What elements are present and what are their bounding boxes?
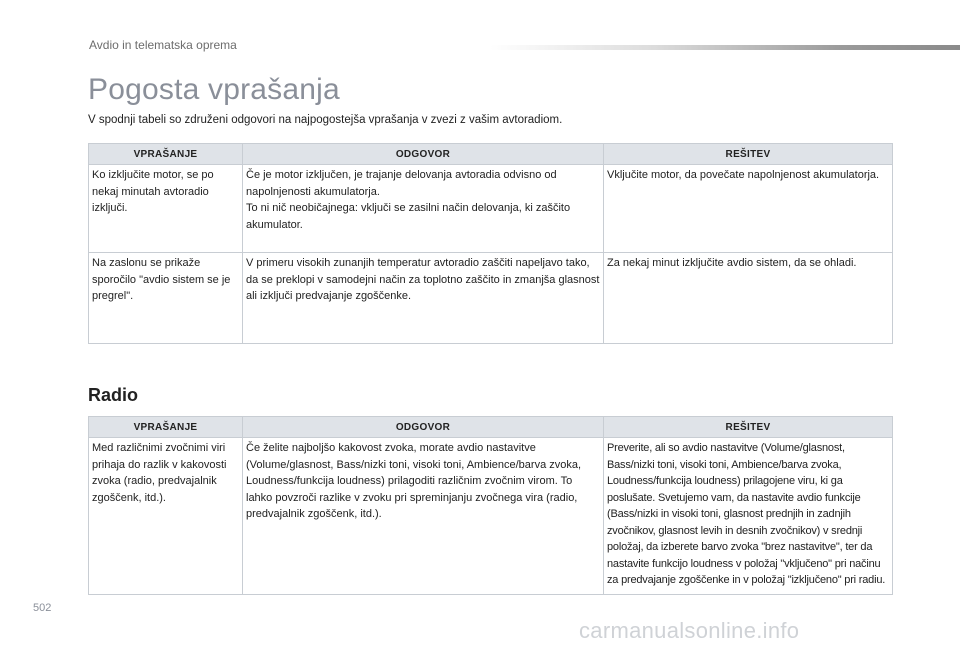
- answer-cell: V primeru visokih zunanjih temperatur avtoradio zaščiti napeljavo tako, da se preklopi v samodejni način za toplotno zaščito in zmanjša glasnost ali izključi predvajanje zgoščenke.: [243, 253, 604, 344]
- solution-cell: Preverite, ali so avdio nastavitve (Volume/glasnost, Bass/nizki toni, visoki toni, Ambience/barva zvoka, Loudness/funkcija loudness) prilagojene viru, ki ga poslušate. Svetujemo vam, da nastavite avdio funkcije (Bass/nizki in visoki toni, glasnost prednjih in zadnjih zvočnikov, glasnost levih in desnih zvočnikov) v srednji položaj, da izberete barvo zvoka "brez nastavitve", ter da nastavite funkcijo loudness v položaj "vključeno" pri načinu za predvajanje zgoščenke in v položaj "izključeno" pri radiu.: [604, 438, 893, 595]
- page-title: Pogosta vprašanja: [88, 73, 340, 106]
- intro-text: V spodnji tabeli so združeni odgovori na najpogostejša vprašanja v zvezi z vašim avtoradiom.: [88, 114, 563, 126]
- table-row: [89, 165, 893, 253]
- question-cell: Med različnimi zvočnimi viri prihaja do razlik v kakovosti zvoka (radio, predvajalnik zgoščenk, itd.).: [89, 438, 243, 595]
- answer-cell: Če je motor izključen, je trajanje delovanja avtoradia odvisno od napolnjenosti akumulatorja. To ni nič neobičajnega: vključi se zasilni način delovanja, ki zaščito akumulator.: [243, 165, 604, 253]
- answer-cell: Če želite najboljšo kakovost zvoka, morate avdio nastavitve (Volume/glasnost, Bass/nizki toni, visoki toni, Ambience/barva zvoka, Loudness/funkcija loudness) prilagoditi različnim zvočnim virom. To lahko povzroči razlike v zvoku pri spreminjanju zvočnega vira (radio, predvajalnik zgoščenk, itd.).: [243, 438, 604, 595]
- solution-cell: Vključite motor, da povečate napolnjenost akumulatorja.: [604, 165, 893, 253]
- solution-cell: Za nekaj minut izključite avdio sistem, da se ohladi.: [604, 253, 893, 344]
- table-header-row: [89, 417, 893, 438]
- column-header-solution: REŠITEV: [604, 417, 893, 438]
- question-cell: Na zaslonu se prikaže sporočilo "avdio sistem se je pregrel".: [89, 253, 243, 344]
- radio-faq-table: [88, 416, 893, 595]
- header-divider: [490, 45, 960, 50]
- column-header-answer: ODGOVOR: [243, 417, 604, 438]
- column-header-question: VPRAŠANJE: [89, 144, 243, 165]
- table-row: [89, 253, 893, 344]
- table-row: [89, 438, 893, 595]
- radio-section-title: Radio: [88, 385, 139, 405]
- watermark: carmanualsonline.info: [579, 618, 800, 643]
- column-header-question: VPRAŠANJE: [89, 417, 243, 438]
- column-header-solution: REŠITEV: [604, 144, 893, 165]
- column-header-answer: ODGOVOR: [243, 144, 604, 165]
- question-cell: Ko izključite motor, se po nekaj minutah avtoradio izključi.: [89, 165, 243, 253]
- table-header-row: [89, 144, 893, 165]
- page-number: 502: [33, 602, 52, 614]
- section-label: Avdio in telematska oprema: [89, 38, 237, 52]
- faq-table: [88, 143, 893, 344]
